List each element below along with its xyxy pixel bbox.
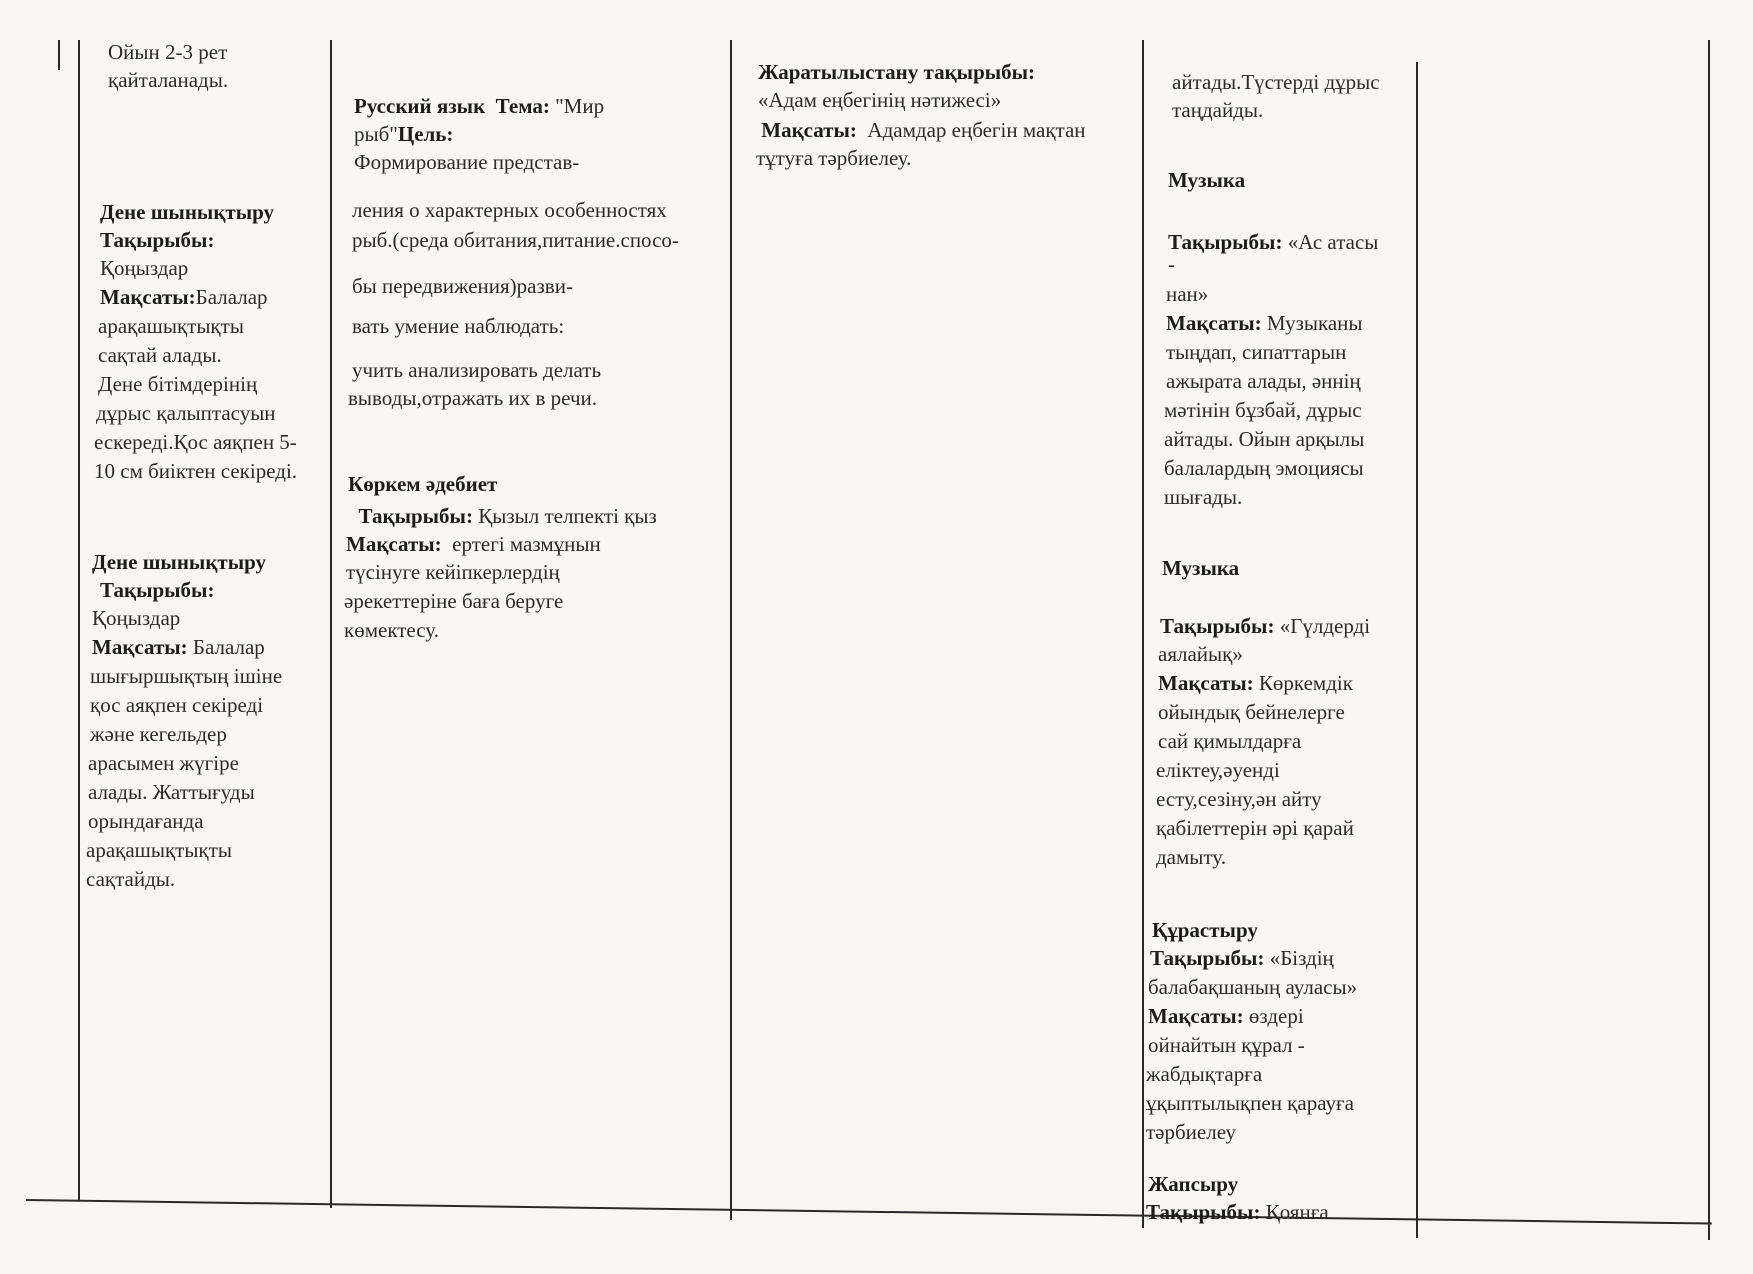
nature-heading: Жаратылыстану тақырыбы: (758, 60, 1036, 84)
literature-goal-line-1 (346, 530, 601, 559)
pe2-goal-line-9: сақтайды. (86, 867, 176, 891)
column-divider-3 (1142, 40, 1144, 1228)
music2-goal-line-1 (1158, 669, 1353, 698)
column-divider-1 (330, 40, 332, 1208)
game-repeat-line-2: қайталанады. (108, 68, 229, 92)
music1-goal-line-4: мәтінін бұзбай, дұрыс (1164, 398, 1362, 422)
music2-goal-label: Мақсаты: (1158, 671, 1254, 695)
russian-line-3: рыб.(среда обитания,питание.спосо- (352, 228, 679, 252)
music1-topic-line-3: нан» (1166, 282, 1209, 306)
pe1-goal-line-3: сақтай алады. (98, 343, 222, 367)
pe1-topic: Қоңыздар (100, 256, 189, 280)
construction-goal-label: Мақсаты: (1148, 1004, 1244, 1028)
applique-topic-line (1146, 1198, 1329, 1227)
music1-topic-line-2: - (1168, 252, 1175, 276)
music2-goal-line-5: есту,сезіну,ән айту (1156, 787, 1322, 811)
music2-goal-text: Көркемдік (1258, 671, 1353, 695)
construction-goal-text: өздері (1248, 1004, 1304, 1028)
pe1-goal-line-7: 10 см биіктен секіреді. (94, 459, 298, 483)
nature-goal-label: Мақсаты: (761, 118, 857, 142)
pe2-goal-line-5: арасымен жүгіре (88, 751, 239, 775)
pe1-goal-line-4: Дене бітімдерінің (98, 372, 258, 396)
pe2-goal-line-1 (92, 633, 265, 662)
construction-heading: Құрастыру (1152, 918, 1258, 942)
nature-goal-line-2: тұтуға тәрбиелеу. (756, 146, 912, 170)
literature-goal-line-4: көмектесу. (344, 618, 439, 642)
pe1-topic-label: Тақырыбы: (100, 228, 215, 252)
literature-goal-line-3: әрекеттеріне баға беруге (344, 589, 564, 613)
music1-goal-line-5: айтады. Ойын арқылы (1164, 427, 1365, 451)
construction-goal-line-5: тәрбиелеу (1146, 1120, 1237, 1144)
pe1-goal-line-6: ескереді.Қос аяқпен 5- (94, 430, 297, 454)
music2-goal-line-7: дамыту. (1156, 845, 1226, 869)
music1-topic-line-1 (1168, 228, 1378, 257)
column-divider-4 (1416, 62, 1418, 1238)
literature-topic: Қызыл телпекті қыз (478, 504, 657, 528)
pe2-goal-line-3: қос аяқпен секіреді (90, 693, 264, 717)
literature-topic-line (348, 502, 657, 531)
music1-topic-label: Тақырыбы: (1168, 230, 1283, 254)
music2-goal-line-4: еліктеу,әуенді (1156, 758, 1280, 782)
literature-heading: Көркем әдебиет (348, 472, 498, 496)
pe1-heading: Дене шынықтыру (100, 200, 275, 224)
pe1-goal-text: Балалар (195, 285, 268, 309)
russian-title-line (354, 92, 604, 121)
literature-topic-label: Тақырыбы: (358, 504, 473, 528)
pe1-goal-label: Мақсаты: (100, 285, 196, 309)
nature-goal-text: Адамдар еңбегін мақтан (867, 118, 1086, 142)
pe2-goal-line-6: алады. Жаттығуды (88, 780, 255, 804)
music1-goal-line-6: балалардың эмоциясы (1164, 456, 1364, 480)
music1-heading: Музыка (1168, 168, 1246, 192)
construction-goal-line-3: жабдықтарға (1146, 1062, 1263, 1086)
russian-line-6: учить анализировать делать (352, 358, 602, 382)
construction-goal-line-2: ойнайтын құрал - (1148, 1033, 1305, 1057)
construction-goal-line-4: ұқыптылықпен қарауға (1146, 1091, 1354, 1115)
pe2-goal-line-2: шығыршықтың ішіне (90, 664, 283, 688)
pe1-goal-line-2: арақашықтықты (98, 314, 244, 338)
pe2-goal-text: Балалар (187, 635, 265, 659)
russian-line-1: Формирование представ- (354, 150, 580, 174)
pe2-goal-line-8: арақашықтықты (86, 838, 232, 862)
table-bottom-border (26, 1199, 1712, 1225)
construction-goal-line-1 (1148, 1002, 1304, 1031)
col4-intro-line-1: айтады.Түстерді дұрыс (1172, 70, 1380, 94)
literature-goal-line-2: түсінуге кейіпкерлердің (346, 560, 560, 584)
pe2-heading: Дене шынықтыру (92, 550, 267, 574)
music1-goal-line-1 (1166, 309, 1363, 338)
russian-line-2: ления о характерных особенностях (352, 198, 667, 222)
russian-subject: Русский язык (354, 94, 486, 118)
pe2-goal-label: Мақсаты: (92, 635, 188, 659)
pe2-goal-line-4: және кегельдер (90, 722, 227, 746)
table-border-left (78, 40, 80, 1200)
music2-heading: Музыка (1162, 556, 1240, 580)
pe2-goal-line-7: орындағанда (88, 809, 204, 833)
music1-goal-text: Музыканы (1266, 311, 1363, 335)
music1-goal-label: Мақсаты: (1166, 311, 1262, 335)
russian-theme-line-2 (354, 120, 453, 149)
col4-intro-line-2: таңдайды. (1172, 98, 1264, 122)
russian-line-4: бы передвижения)разви- (352, 274, 573, 298)
applique-topic: Қоянға (1265, 1200, 1329, 1224)
pe2-topic: Қоңыздар (92, 606, 181, 630)
construction-topic-text: «Біздің (1269, 946, 1334, 970)
applique-heading: Жапсыру (1148, 1172, 1239, 1196)
music1-goal-line-2: тыңдап, сипаттарын (1166, 340, 1347, 364)
literature-goal-text: ертегі мазмұнын (452, 532, 601, 556)
pe1-goal-line-1 (100, 283, 268, 312)
music2-goal-line-6: қабілеттерін әрі қарай (1156, 816, 1354, 840)
pe1-goal-line-5: дұрыс қалыптасуын (96, 401, 276, 425)
pe2-topic-label: Тақырыбы: (100, 578, 215, 602)
applique-topic-label: Тақырыбы: (1146, 1200, 1261, 1224)
music2-topic-text: «Гүлдерді (1279, 614, 1371, 638)
column-divider-2 (730, 40, 732, 1220)
music2-topic-line-2: аялайық» (1158, 642, 1243, 666)
table-border-right (1708, 40, 1710, 1240)
russian-line-5: вать умение наблюдать: (352, 314, 565, 338)
russian-line-7: выводы,отражать их в речи. (348, 386, 598, 410)
construction-topic-line-1 (1150, 944, 1334, 973)
music2-topic-label: Тақырыбы: (1160, 614, 1275, 638)
construction-topic-label: Тақырыбы: (1150, 946, 1265, 970)
game-repeat-line-1: Ойын 2-3 рет (108, 40, 228, 64)
nature-topic: «Адам еңбегінің нәтижесі» (758, 88, 1002, 112)
russian-theme-end: рыб" (354, 122, 398, 146)
music1-goal-line-3: ажырата алады, әннің (1166, 369, 1361, 393)
music2-goal-line-2: ойындық бейнелерге (1158, 700, 1345, 724)
edge-mark (58, 40, 60, 70)
russian-theme-start: "Мир (555, 94, 605, 118)
literature-goal-label: Мақсаты: (346, 532, 442, 556)
music2-goal-line-3: сай қимылдарға (1158, 729, 1302, 753)
music2-topic-line-1 (1160, 612, 1370, 641)
music1-topic-text: «Ас атасы (1287, 230, 1379, 254)
construction-topic-line-2: балабақшаның ауласы» (1148, 975, 1358, 999)
russian-theme-label: Тема: (495, 94, 550, 118)
music1-goal-line-7: шығады. (1164, 485, 1243, 509)
russian-goal-label: Цель: (397, 122, 454, 146)
nature-goal-line-1 (756, 116, 1086, 145)
